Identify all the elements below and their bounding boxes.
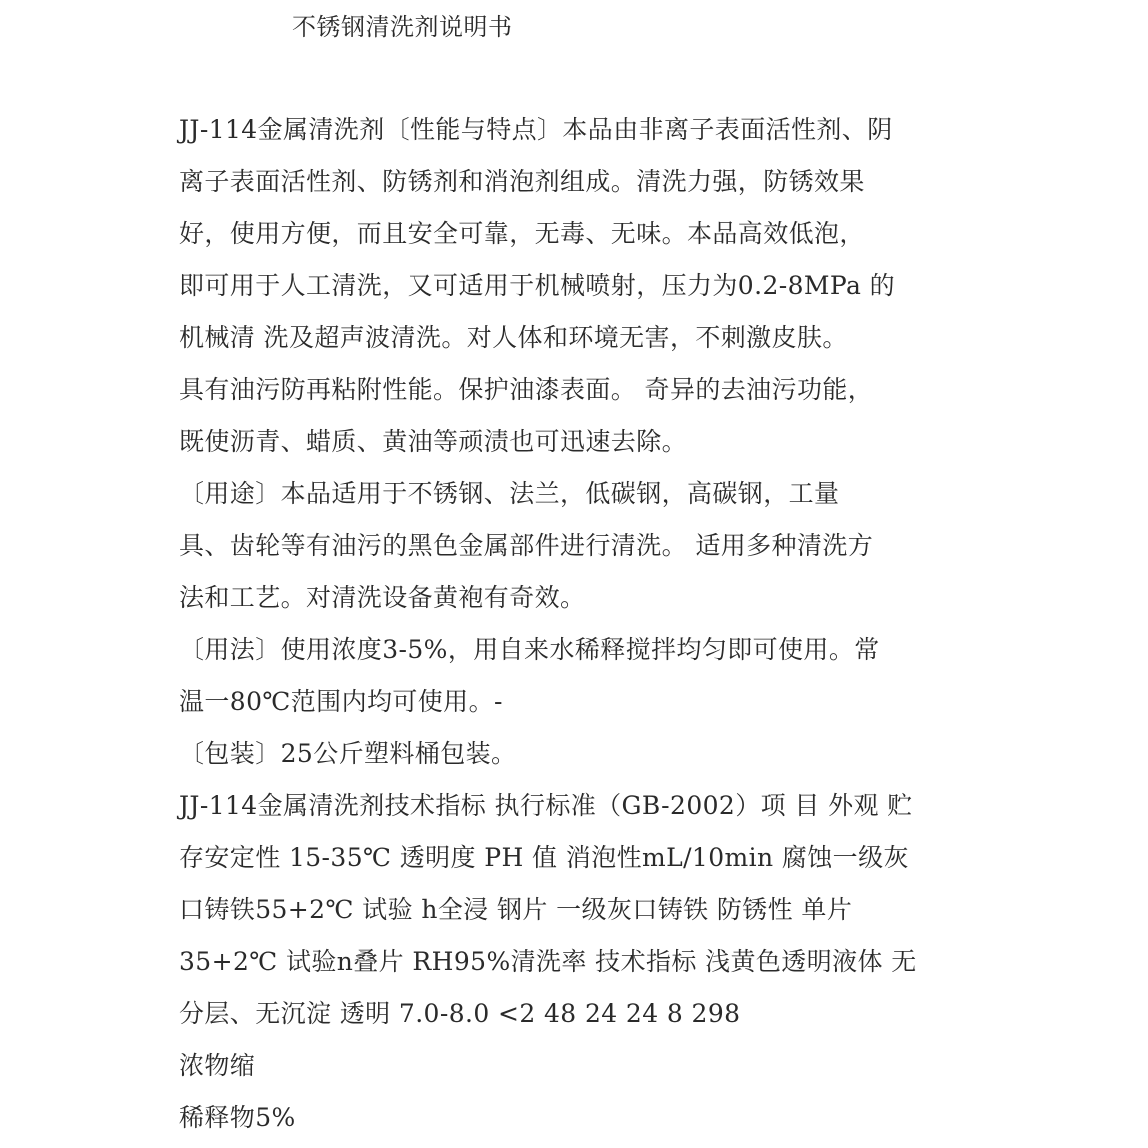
text-line: 法和工艺。对清洗设备黄袍有奇效。 bbox=[179, 583, 586, 612]
text-line: 既使沥青、蜡质、黄油等顽渍也可迅速去除。 bbox=[179, 427, 688, 456]
text-line: 存安定性 15-35℃ 透明度 PH 值 消泡性mL/10min 腐蚀一级灰 bbox=[179, 843, 909, 872]
text-line: 机械清 洗及超声波清洗。对人体和环境无害，不刺激皮肤。 bbox=[179, 323, 848, 352]
text-line: 稀释物5% bbox=[179, 1103, 296, 1132]
text-line: 具有油污防再粘附性能。保护油漆表面。 奇异的去油污功能， bbox=[179, 375, 874, 404]
text-line: 浓物缩 bbox=[179, 1051, 256, 1080]
text-line: 35+2℃ 试验n叠片 RH95%清洗率 技术指标 浅黄色透明液体 无 bbox=[179, 947, 917, 976]
text-line: 分层、无沉淀 透明 7.0-8.0 <2 48 24 24 8 298 bbox=[179, 999, 741, 1028]
text-line: 好，使用方便，而且安全可靠，无毒、无味。本品高效低泡， bbox=[179, 219, 865, 248]
document-title: 不锈钢清洗剂说明书 bbox=[292, 13, 513, 41]
text-line: 〔用途〕本品适用于不锈钢、法兰，低碳钢，高碳钢，工量 bbox=[179, 479, 840, 508]
text-line: 〔用法〕使用浓度3-5%，用自来水稀释搅拌均匀即可使用。常 bbox=[179, 635, 880, 664]
text-line: 具、齿轮等有油污的黑色金属部件进行清洗。 适用多种清洗方 bbox=[179, 531, 874, 560]
text-line: 离子表面活性剂、防锈剂和消泡剂组成。清洗力强，防锈效果 bbox=[179, 167, 865, 196]
text-line: 〔包装〕25公斤塑料桶包装。 bbox=[179, 739, 517, 768]
text-line: JJ-114金属清洗剂〔性能与特点〕本品由非离子表面活性剂、阴 bbox=[179, 115, 893, 144]
text-line: 口铸铁55+2℃ 试验 h全浸 钢片 一级灰口铸铁 防锈性 单片 bbox=[179, 895, 853, 924]
document-body bbox=[179, 104, 1129, 1144]
text-line: 温一80℃范围内均可使用。- bbox=[179, 687, 503, 716]
text-line: 即可用于人工清洗，又可适用于机械喷射，压力为0.2-8MPa 的 bbox=[179, 271, 896, 300]
text-line: JJ-114金属清洗剂技术指标 执行标准（GB-2002）项 目 外观 贮 bbox=[179, 791, 913, 820]
